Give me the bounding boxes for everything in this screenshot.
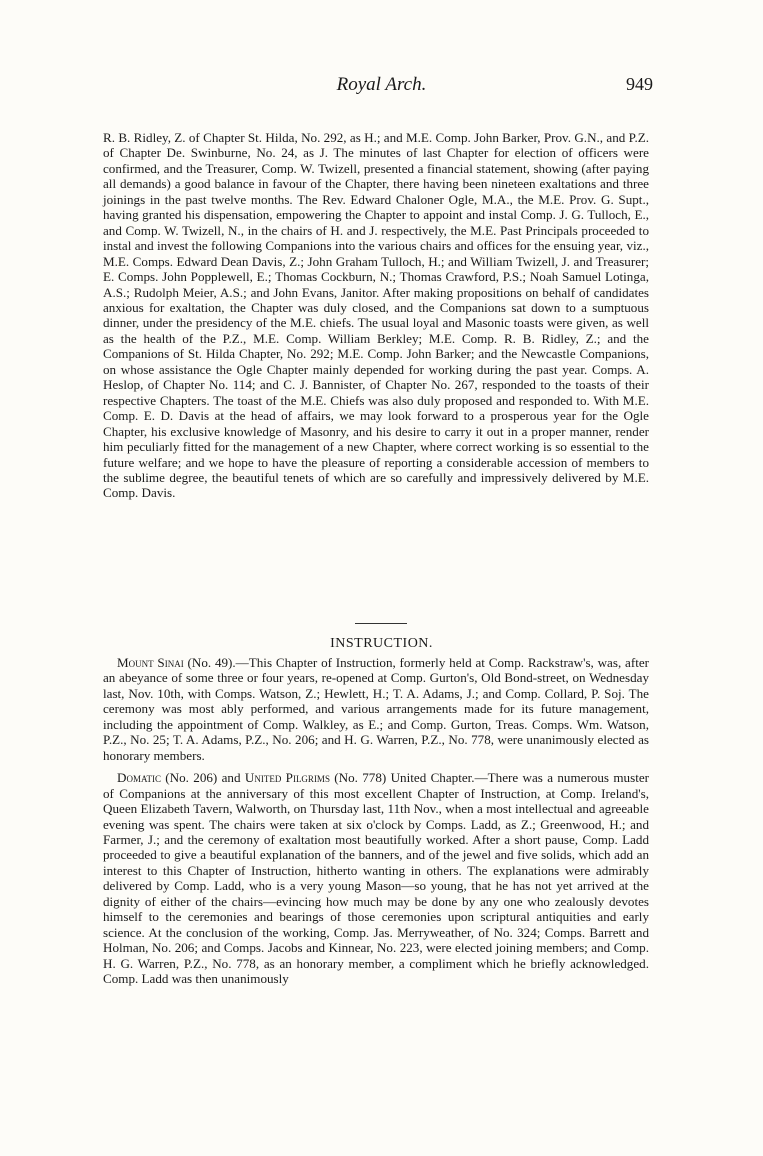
entry-text: (No. 778) United Chapter.—There was a numerous muster of Companions at the anniversary of this most excellent Chapter of Instruction, at Comp. Ireland's, Queen Elizabeth Tavern, Walworth, on Thursday last, 11th Nov., when a most intellectual and agreeable evening was spent. The chairs were taken at six o'clock by Comps. Ladd, as Z.; Greenwood, H.; and Farmer, J.; and the ceremony of exaltation most beautifully worked. After a short pause, Comp. Ladd proceeded to give a beautiful explanation of the banners, and of the jewel and five solids, which add an interest to this Chapter of Instruction, hitherto wanting in others. The explanations were admirably delivered by Comp. Ladd, who is a very young Mason—so young, that he has not yet arrived at the dignity of either of the chairs—evincing how much may be done by any one who zealously devotes himself to the ceremonies and bearings of those ceremonies upon scriptural antiquities and early science. At the conclusion of the working, Comp. Jas. Merryweather, of No. 324; Comps. Barrett and Holman, No. 206; and Comps. Jacobs and Kinnear, No. 223, were elected joining members; and Comp. H. G. Warren, P.Z., No. 778, as an honorary member, a compliment which he briefly acknowledged. Comp. Ladd was then unanimously bbox=[103, 770, 649, 987]
report-paragraph: R. B. Ridley, Z. of Chapter St. Hilda, No. 292, as H.; and M.E. Comp. John Barker, Prov. G.N., and P.Z. of Chapter De. Swinburne, No. 24, as J. The minutes of last Chapter for election of officers were confirmed, and the Treasurer, Comp. W. Twizell, presented a financial statement, showing (after paying all demands) a good balance in favour of the Chapter, there having been nineteen exaltations and three joinings in the past twelve months. The Rev. Edward Chaloner Ogle, M.A., the M.E. Prov. G. Supt., having granted his dispensation, empowering the Chapter to appoint and instal Comp. J. G. Tulloch, E., and Comp. W. Twizell, N., in the chairs of H. and J. respectively, the M.E. Past Principals proceeded to instal and invest the following Companions into the various chairs and offices for the ensuing year, viz., M.E. Comps. Edward Dean Davis, Z.; John Graham Tulloch, H.; and William Twizell, J. and Treasurer; E. Comps. John Popplewell, E.; Thomas Cockburn, N.; Thomas Crawford, P.S.; Noah Samuel Lotinga, A.S.; Rudolph Meier, A.S.; and John Evans, Janitor. After making propositions on behalf of candidates anxious for exaltation, the Chapter was duly closed, and the Companions sat down to a sumptuous dinner, under the presidency of the M.E. chiefs. The usual loyal and Masonic toasts were given, as well as the health of the P.Z., M.E. Comp. William Berkley; M.E. Comp. R. B. Ridley, Z.; and the Companions of St. Hilda Chapter, No. 292; M.E. Comp. John Barker; and the Newcastle Companions, on whose assistance the Ogle Chapter mainly depended for working during the past year. Comps. A. Heslop, of Chapter No. 114; and C. J. Bannister, of Chapter No. 267, responded to the toasts of their respective Chapters. The toast of the M.E. Chiefs was also duly proposed and responded to. With M.E. Comp. E. D. Davis at the head of affairs, we may look forward to a prosperous year for the Ogle Chapter, his exclusive knowledge of Masonry, and his desire to carry it out in a proper manner, render him peculiarly fitted for the management of a new Chapter, where correct working is so essential to the future welfare; and we hope to have the pleasure of reporting a considerable accession of members to the sublime degree, the beautiful tenets of which are so carefully and impressively delivered by M.E. Comp. Davis. bbox=[103, 130, 649, 501]
running-title: Royal Arch. bbox=[336, 74, 427, 95]
page-number: 949 bbox=[626, 74, 653, 94]
entry-mount-sinai bbox=[103, 655, 649, 763]
entry-text: (No. 49).—This Chapter of Instruction, formerly held at Comp. Rackstraw's, was, after an abeyance of some three or four years, re-opened at Comp. Gurton's, Old Bond-street, on Wednesday last, Nov. 10th, with Comps. Watson, Z.; Hewlett, H.; T. A. Adams, J.; and Comp. Collard, P. Soj. The ceremony was most ably performed, and various arrangements made for its future management, including the appointment of Comp. Walkley, as E.; and Comp. Gurton, Treas. Comps. Wm. Watson, P.Z., No. 25; T. A. Adams, P.Z., No. 206; and H. G. Warren, P.Z., No. 778, were unanimously elected as honorary members. bbox=[103, 655, 650, 763]
entry-domatic bbox=[103, 770, 649, 986]
chapter-report bbox=[103, 130, 649, 501]
entry-lead-2: United Pilgrims bbox=[244, 770, 330, 786]
entry-connector: (No. 206) and bbox=[160, 770, 245, 786]
instruction-section bbox=[103, 655, 649, 987]
entry-lead: Mount Sinai bbox=[117, 655, 184, 670]
running-head bbox=[0, 74, 763, 98]
section-heading: INSTRUCTION. bbox=[330, 636, 433, 651]
entry-lead: Domatic bbox=[117, 770, 161, 786]
section-divider bbox=[355, 623, 407, 624]
